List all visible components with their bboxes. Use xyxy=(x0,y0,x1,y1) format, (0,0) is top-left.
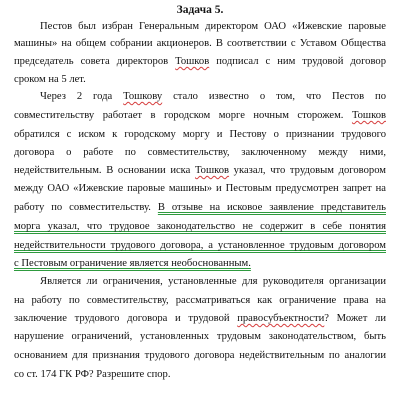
text-segment: заключение трудового договора и трудовой xyxy=(14,313,238,324)
text-line xyxy=(14,128,386,141)
text-line xyxy=(14,201,386,214)
spelling-flag: Тошков xyxy=(175,56,210,67)
text-segment: нарушение ограничений, установленных трудовым законодательством, быть xyxy=(14,331,386,342)
text-line xyxy=(14,109,386,122)
text-segment: со ст. 174 ГК РФ? Разрешите спор. xyxy=(14,369,171,380)
text-segment: работу по совместительству. xyxy=(14,202,158,213)
text-line xyxy=(14,294,386,307)
text-line xyxy=(14,182,386,195)
text-segment: на работу по совместительству, рассматриваться как ограничение права на xyxy=(14,295,386,306)
text-line xyxy=(14,368,386,381)
grammar-flag: В отзыве на исковое заявление представитель xyxy=(157,202,386,213)
text-segment: Через 2 года xyxy=(40,91,124,102)
text-line xyxy=(14,330,386,343)
text-line xyxy=(14,349,386,362)
text-line xyxy=(40,20,386,33)
spelling-flag: Тошков xyxy=(195,165,230,176)
text-segment: указал, что трудовым договором xyxy=(229,165,386,176)
text-line xyxy=(14,220,386,233)
text-segment: основанием для признания трудового договора недействительным по аналогии xyxy=(14,350,386,361)
text-segment: председатель совета директоров xyxy=(14,56,176,67)
text-line xyxy=(14,73,386,86)
text-line xyxy=(14,55,386,68)
text-segment: Пестов был избран Генеральным директором ОАО «Ижевские паровые xyxy=(40,21,386,32)
text-segment: недействительным. В основании иска xyxy=(14,165,195,176)
text-line xyxy=(40,275,386,288)
task-title: Задача 5. xyxy=(176,4,224,16)
text-segment: сроком на 5 лет. xyxy=(14,74,86,85)
text-line xyxy=(14,257,386,270)
text-segment: обратился с иском к городскому моргу и Пестову о признании трудового xyxy=(14,129,386,140)
text-line xyxy=(14,239,386,252)
text-segment: совместительству работает в городском морге ночным сторожем. xyxy=(14,110,352,121)
text-segment: договора о работе по совместительству, заключенному между ними, xyxy=(14,147,386,158)
text-line xyxy=(14,164,386,177)
text-segment: ? Может ли xyxy=(324,313,386,324)
spelling-flag: правосубъектности xyxy=(237,313,325,324)
text-segment: стало известно о том, что Пестов по xyxy=(162,91,387,102)
grammar-flag: морга указал, что трудовое законодательство не содержит в себе понятия xyxy=(14,221,386,232)
text-line xyxy=(14,146,386,159)
text-line xyxy=(40,90,386,103)
spelling-flag: Тошкову xyxy=(123,91,163,102)
text-line xyxy=(14,312,386,325)
text-segment: между ОАО «Ижевские паровые машины» и Пестовым предусмотрен запрет на xyxy=(14,183,386,194)
spelling-flag: Тошков xyxy=(351,110,386,121)
text-line xyxy=(14,37,386,50)
grammar-flag: с Пестовым ограничение является необоснованным. xyxy=(14,258,251,269)
text-segment: машины» на общем собрании акционеров. В соответствии с Уставом Общества xyxy=(14,38,386,49)
text-segment: подписал с ним трудовой договор xyxy=(209,56,386,67)
text-segment: Является ли ограничения, установленные для руководителя организации xyxy=(40,276,386,287)
grammar-flag: недействительности трудового договора, а установленное трудовым договором xyxy=(14,240,386,251)
